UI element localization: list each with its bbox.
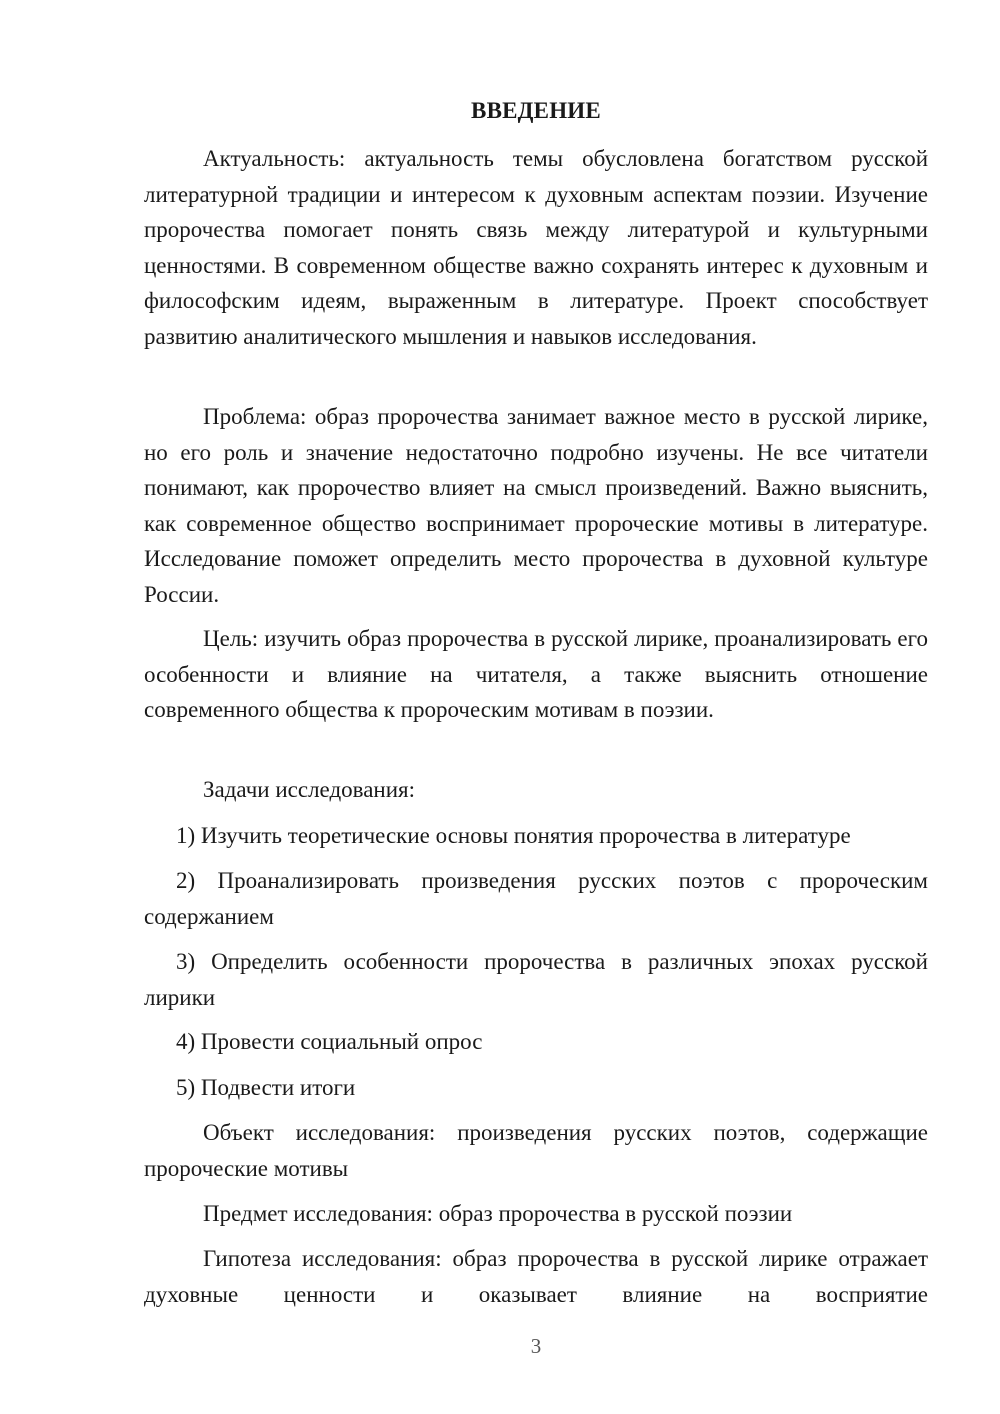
- paragraph-hypothesis: Гипотеза исследования: образ пророчества в русской лирике отражает духовные ценности и оказывает влияние на восприятие: [144, 1246, 928, 1307]
- page-number: 3: [530, 1334, 542, 1358]
- task-item-4: 4) Провести социальный опрос: [176, 1029, 483, 1054]
- task-item-3: 3) Определить особенности пророчества в различных эпохах русской лирики: [144, 949, 928, 1010]
- task-item-5: 5) Подвести итоги: [176, 1075, 356, 1100]
- task-item-2: 2) Проанализировать произведения русских поэтов с пророческим содержанием: [144, 868, 928, 929]
- section-heading: ВВЕДЕНИЕ: [471, 98, 601, 123]
- tasks-heading: Задачи исследования:: [203, 777, 416, 802]
- task-item-1: 1) Изучить теоретические основы понятия пророчества в литературе: [176, 823, 851, 848]
- paragraph-subject: Предмет исследования: образ пророчества в русской поэзии: [203, 1201, 793, 1226]
- paragraph-relevance: Актуальность: актуальность темы обусловлена богатством русской литературной традиции и интересом к духовным аспектам поэзии. Изучение пророчества помогает понять связь между литературой и культурными ценностями. В современном обществе важно сохранять интерес к духовным и философским идеям, выраженным в литературе. Проект способствует развитию аналитического мышления и навыков исследования.: [144, 146, 928, 349]
- paragraph-object: Объект исследования: произведения русских поэтов, содержащие пророческие мотивы: [144, 1120, 928, 1181]
- paragraph-problem: Проблема: образ пророчества занимает важное место в русской лирике, но его роль и значение недостаточно подробно изучены. Не все читатели понимают, как пророчество влияет на смысл произведений. Важно выяснить, как современное общество воспринимает пророческие мотивы в литературе. Исследование поможет определить место пророчества в духовной культуре России.: [144, 404, 928, 607]
- paragraph-goal: Цель: изучить образ пророчества в русской лирике, проанализировать его особенности и влияние на читателя, а также выяснить отношение современного общества к пророческим мотивам в поэзии.: [144, 626, 928, 722]
